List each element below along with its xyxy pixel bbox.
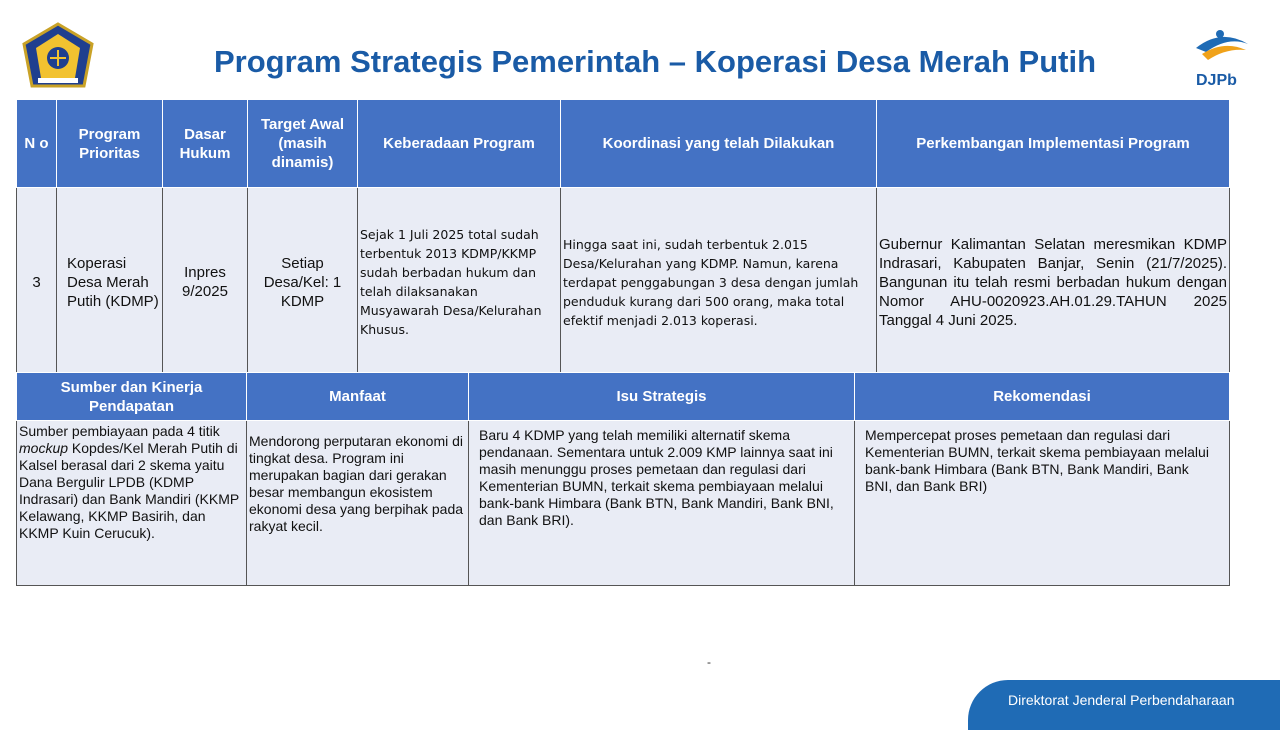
sumber-text-start: Sumber pembiayaan pada 4 titik — [19, 423, 220, 439]
program-table — [16, 99, 1230, 377]
cell-target: Setiap Desa/Kel: 1 KDMP — [248, 188, 358, 377]
cell-isu: Baru 4 KDMP yang telah memiliki alternatif skema pendanaan. Sementara untuk 2.009 KMP lainnya saat ini masih menunggu proses pemetaan dan regulasi dari Kementerian BUMN, terkait skema pembiayaan melalui bank-bank Himbara (Bank BTN, Bank Mandiri, Bank BNI, dan Bank BRI). — [469, 421, 855, 586]
djpb-brand-text: DJPb — [1196, 72, 1237, 89]
cell-dasar-hukum: Inpres 9/2025 — [163, 188, 248, 377]
cell-perkembangan: Gubernur Kalimantan Selatan meresmikan KDMP Indrasari, Kabupaten Banjar, Senin (21/7/2025). Bangunan itu telah resmi berbadan hukum dengan Nomor AHU-0020923.AH.01.29.TAHUN 2025 Tanggal 4 Juni 2025. — [877, 188, 1230, 377]
analysis-table — [16, 372, 1230, 586]
sumber-text-italic: mockup — [19, 440, 69, 456]
cell-rekomendasi: Mempercepat proses pemetaan dan regulasi dari Kementerian BUMN, terkait skema pembiayaan melalui bank-bank Himbara (Bank BTN, Bank Mandiri, Bank BNI, dan Bank BRI) — [855, 421, 1230, 586]
header-isu: Isu Strategis — [469, 373, 855, 421]
header-target: Target Awal (masih dinamis) — [248, 100, 358, 188]
cell-manfaat: Mendorong perputaran ekonomi di tingkat desa. Program ini merupakan bagian dari gerakan besar membangun ekosistem ekonomi desa yang berpihak pada rakyat kecil. — [247, 421, 469, 586]
cell-koordinasi: Hingga saat ini, sudah terbentuk 2.015 Desa/Kelurahan yang KDMP. Namun, karena terdapat penggabungan 3 desa dengan jumlah penduduk kurang dari 500 orang, maka total efektif menjadi 2.013 koperasi. — [561, 188, 877, 377]
header-no: N o — [17, 100, 57, 188]
table-row — [17, 421, 1230, 586]
stray-mark: - — [707, 655, 711, 669]
header-sumber: Sumber dan Kinerja Pendapatan — [17, 373, 247, 421]
cell-keberadaan: Sejak 1 Juli 2025 total sudah terbentuk 2013 KDMP/KKMP sudah berbadan hukum dan telah dilaksanakan Musyawarah Desa/Kelurahan Khusus. — [358, 188, 561, 377]
table-header-row — [17, 100, 1230, 188]
header-rekomendasi: Rekomendasi — [855, 373, 1230, 421]
header-koordinasi: Koordinasi yang telah Dilakukan — [561, 100, 877, 188]
cell-no: 3 — [17, 188, 57, 377]
cell-program: Koperasi Desa Merah Putih (KDMP) — [57, 188, 163, 377]
header-perkembangan: Perkembangan Implementasi Program — [877, 100, 1230, 188]
djpb-logo — [1188, 22, 1254, 98]
footer-banner — [968, 680, 1280, 730]
kemenkeu-logo — [20, 22, 96, 92]
page-title: Program Strategis Pemerintah – Koperasi Desa Merah Putih — [213, 44, 1097, 79]
header-dasar-hukum: Dasar Hukum — [163, 100, 248, 188]
header-program: Program Prioritas — [57, 100, 163, 188]
table-header-row — [17, 373, 1230, 421]
table-row — [17, 188, 1230, 377]
header-keberadaan: Keberadaan Program — [358, 100, 561, 188]
footer-text: Direktorat Jenderal Perbendaharaan — [1008, 692, 1235, 708]
header-manfaat: Manfaat — [247, 373, 469, 421]
sumber-text-end: Kopdes/Kel Merah Putih di Kalsel berasal dari 2 skema yaitu Dana Bergulir LPDB (KDMP Indrasari) dan Bank Mandiri (KKMP Kelawang, KKMP Basirih, dan KKMP Kuin Cerucuk). — [19, 440, 239, 541]
cell-sumber — [17, 421, 247, 586]
